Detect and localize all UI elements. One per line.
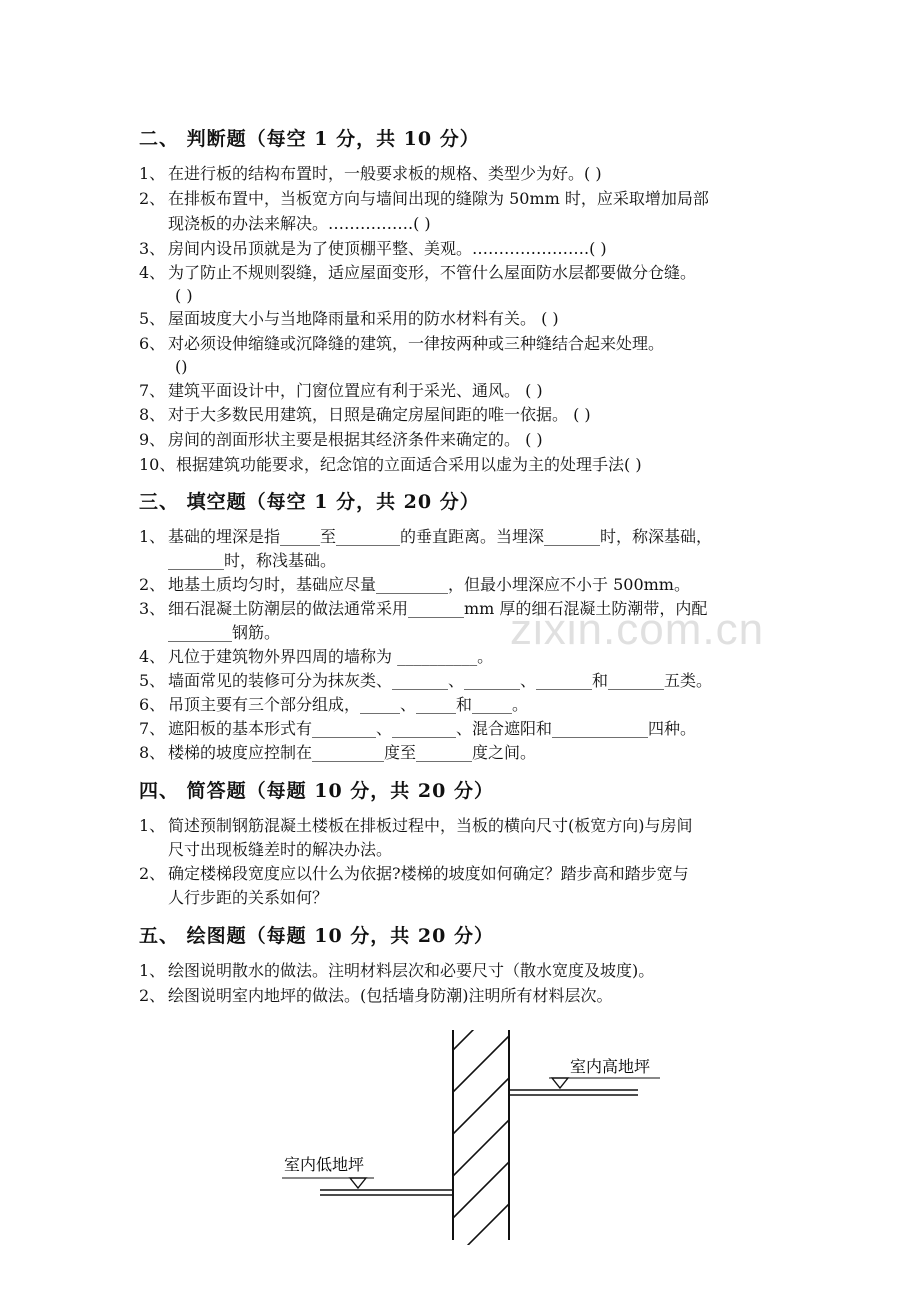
question-number: 8、 xyxy=(139,743,166,762)
question-number: 9、 xyxy=(139,430,166,449)
question-text: 根据建筑功能要求，纪念馆的立面适合采用以虚为主的处理手法( ) xyxy=(176,455,642,474)
question-number: 3、 xyxy=(139,239,166,258)
question-number: 1、 xyxy=(139,816,166,835)
question-text: 为了防止不规则裂缝，适应屋面变形，不管什么屋面防水层都要做分仓缝。 xyxy=(168,263,697,282)
question-number: 7、 xyxy=(139,381,166,400)
question-text: 屋面坡度大小与当地降雨量和采用的防水材料有关。 ( ) xyxy=(168,309,559,328)
question-number: 1、 xyxy=(139,164,166,183)
question-text-continued: 尺寸出现板缝差时的解决办法。 xyxy=(168,840,393,859)
question-text: 绘图说明散水的做法。注明材料层次和必要尺寸（散水宽度及坡度)。 xyxy=(168,961,655,980)
question-text: 基础的埋深是指_____至________的垂直距离。当埋深_______时，称深基础， xyxy=(168,527,713,546)
question-text: 简述预制钢筋混凝土楼板在排板过程中，当板的横向尺寸(板宽方向)与房间 xyxy=(168,816,693,835)
question-number: 2、 xyxy=(139,575,166,594)
wall-hatching xyxy=(453,1030,509,1245)
question-number: 2、 xyxy=(139,986,166,1005)
question-number: 2、 xyxy=(139,189,166,208)
question-text: 在排板布置中，当板宽方向与墙间出现的缝隙为 50mm 时，应采取增加局部 xyxy=(168,189,709,208)
question-text: 遮阳板的基本形式有________、________、混合遮阳和____________四种。 xyxy=(168,719,697,738)
question-text-continued: _______时，称浅基础。 xyxy=(168,551,337,570)
question-text-continued: ________钢筋。 xyxy=(168,623,281,642)
question-text: 细石混凝土防潮层的做法通常采用_______mm 厚的细石混凝土防潮带，内配 xyxy=(168,599,708,618)
question-text: 凡位于建筑物外界四周的墙称为 __________。 xyxy=(168,647,494,666)
question-number: 1、 xyxy=(139,527,166,546)
question-text: 确定楼梯段宽度应以什么为依据?楼梯的坡度如何确定？踏步高和踏步宽与 xyxy=(168,864,689,883)
question-text: 房间的剖面形状主要是根据其经济条件来确定的。 ( ) xyxy=(168,430,543,449)
question-number: 4、 xyxy=(139,647,166,666)
watermark-text: zixin.com.cn xyxy=(510,605,765,654)
question-number: 10、 xyxy=(139,455,176,474)
question-text-continued: () xyxy=(175,357,188,376)
question-text: 地基土质均匀时，基础应尽量_________，但最小埋深应不小于 500mm。 xyxy=(168,575,690,594)
question-number: 6、 xyxy=(139,334,166,353)
question-number: 5、 xyxy=(139,309,166,328)
question-number: 2、 xyxy=(139,864,166,883)
question-number: 6、 xyxy=(139,695,166,714)
section-title-short-answer: 四、 简答题（每题 10 分，共 20 分） xyxy=(139,780,494,802)
question-number: 1、 xyxy=(139,961,166,980)
question-number: 3、 xyxy=(139,599,166,618)
section-title-fill-blank: 三、 填空题（每空 1 分，共 20 分） xyxy=(139,491,480,513)
question-text: 建筑平面设计中，门窗位置应有利于采光、通风。 ( ) xyxy=(168,381,543,400)
question-text: 绘图说明室内地坪的做法。(包括墙身防潮)注明所有材料层次。 xyxy=(168,986,613,1005)
section-title-drawing: 五、 绘图题（每题 10 分，共 20 分） xyxy=(139,925,494,947)
question-number: 7、 xyxy=(139,719,166,738)
question-text: 房间内设吊顶就是为了使顶棚平整、美观。………………….( ) xyxy=(168,239,607,258)
question-text-continued: 现浇板的办法来解决。…………….( ) xyxy=(168,214,431,233)
question-text: 对于大多数民用建筑，日照是确定房屋间距的唯一依据。 ( ) xyxy=(168,405,591,424)
label-high-floor: 室内高地坪 xyxy=(570,1057,651,1076)
question-text-continued: ( ) xyxy=(175,286,193,305)
question-text-continued: 人行步距的关系如何？ xyxy=(168,888,329,907)
section-title-judgement: 二、 判断题（每空 1 分，共 10 分） xyxy=(139,128,480,150)
question-text: 墙面常见的装修可分为抹灰类、_______、_______、_______和_______五类。 xyxy=(168,671,713,690)
question-text: 吊顶主要有三个部分组成，_____、_____和_____。 xyxy=(168,695,529,714)
question-number: 4、 xyxy=(139,263,166,282)
floor-section-diagram xyxy=(270,1030,670,1245)
question-number: 5、 xyxy=(139,671,166,690)
label-low-floor: 室内低地坪 xyxy=(284,1155,365,1174)
question-text: 对必须设伸缩缝或沉降缝的建筑，一律按两种或三种缝结合起来处理。 xyxy=(168,334,665,353)
question-text: 楼梯的坡度应控制在_________度至_______度之间。 xyxy=(168,743,537,762)
question-number: 8、 xyxy=(139,405,166,424)
level-marker-icon xyxy=(552,1078,568,1088)
level-marker-icon xyxy=(350,1178,366,1188)
question-text: 在进行板的结构布置时，一般要求板的规格、类型少为好。( ) xyxy=(168,164,602,183)
